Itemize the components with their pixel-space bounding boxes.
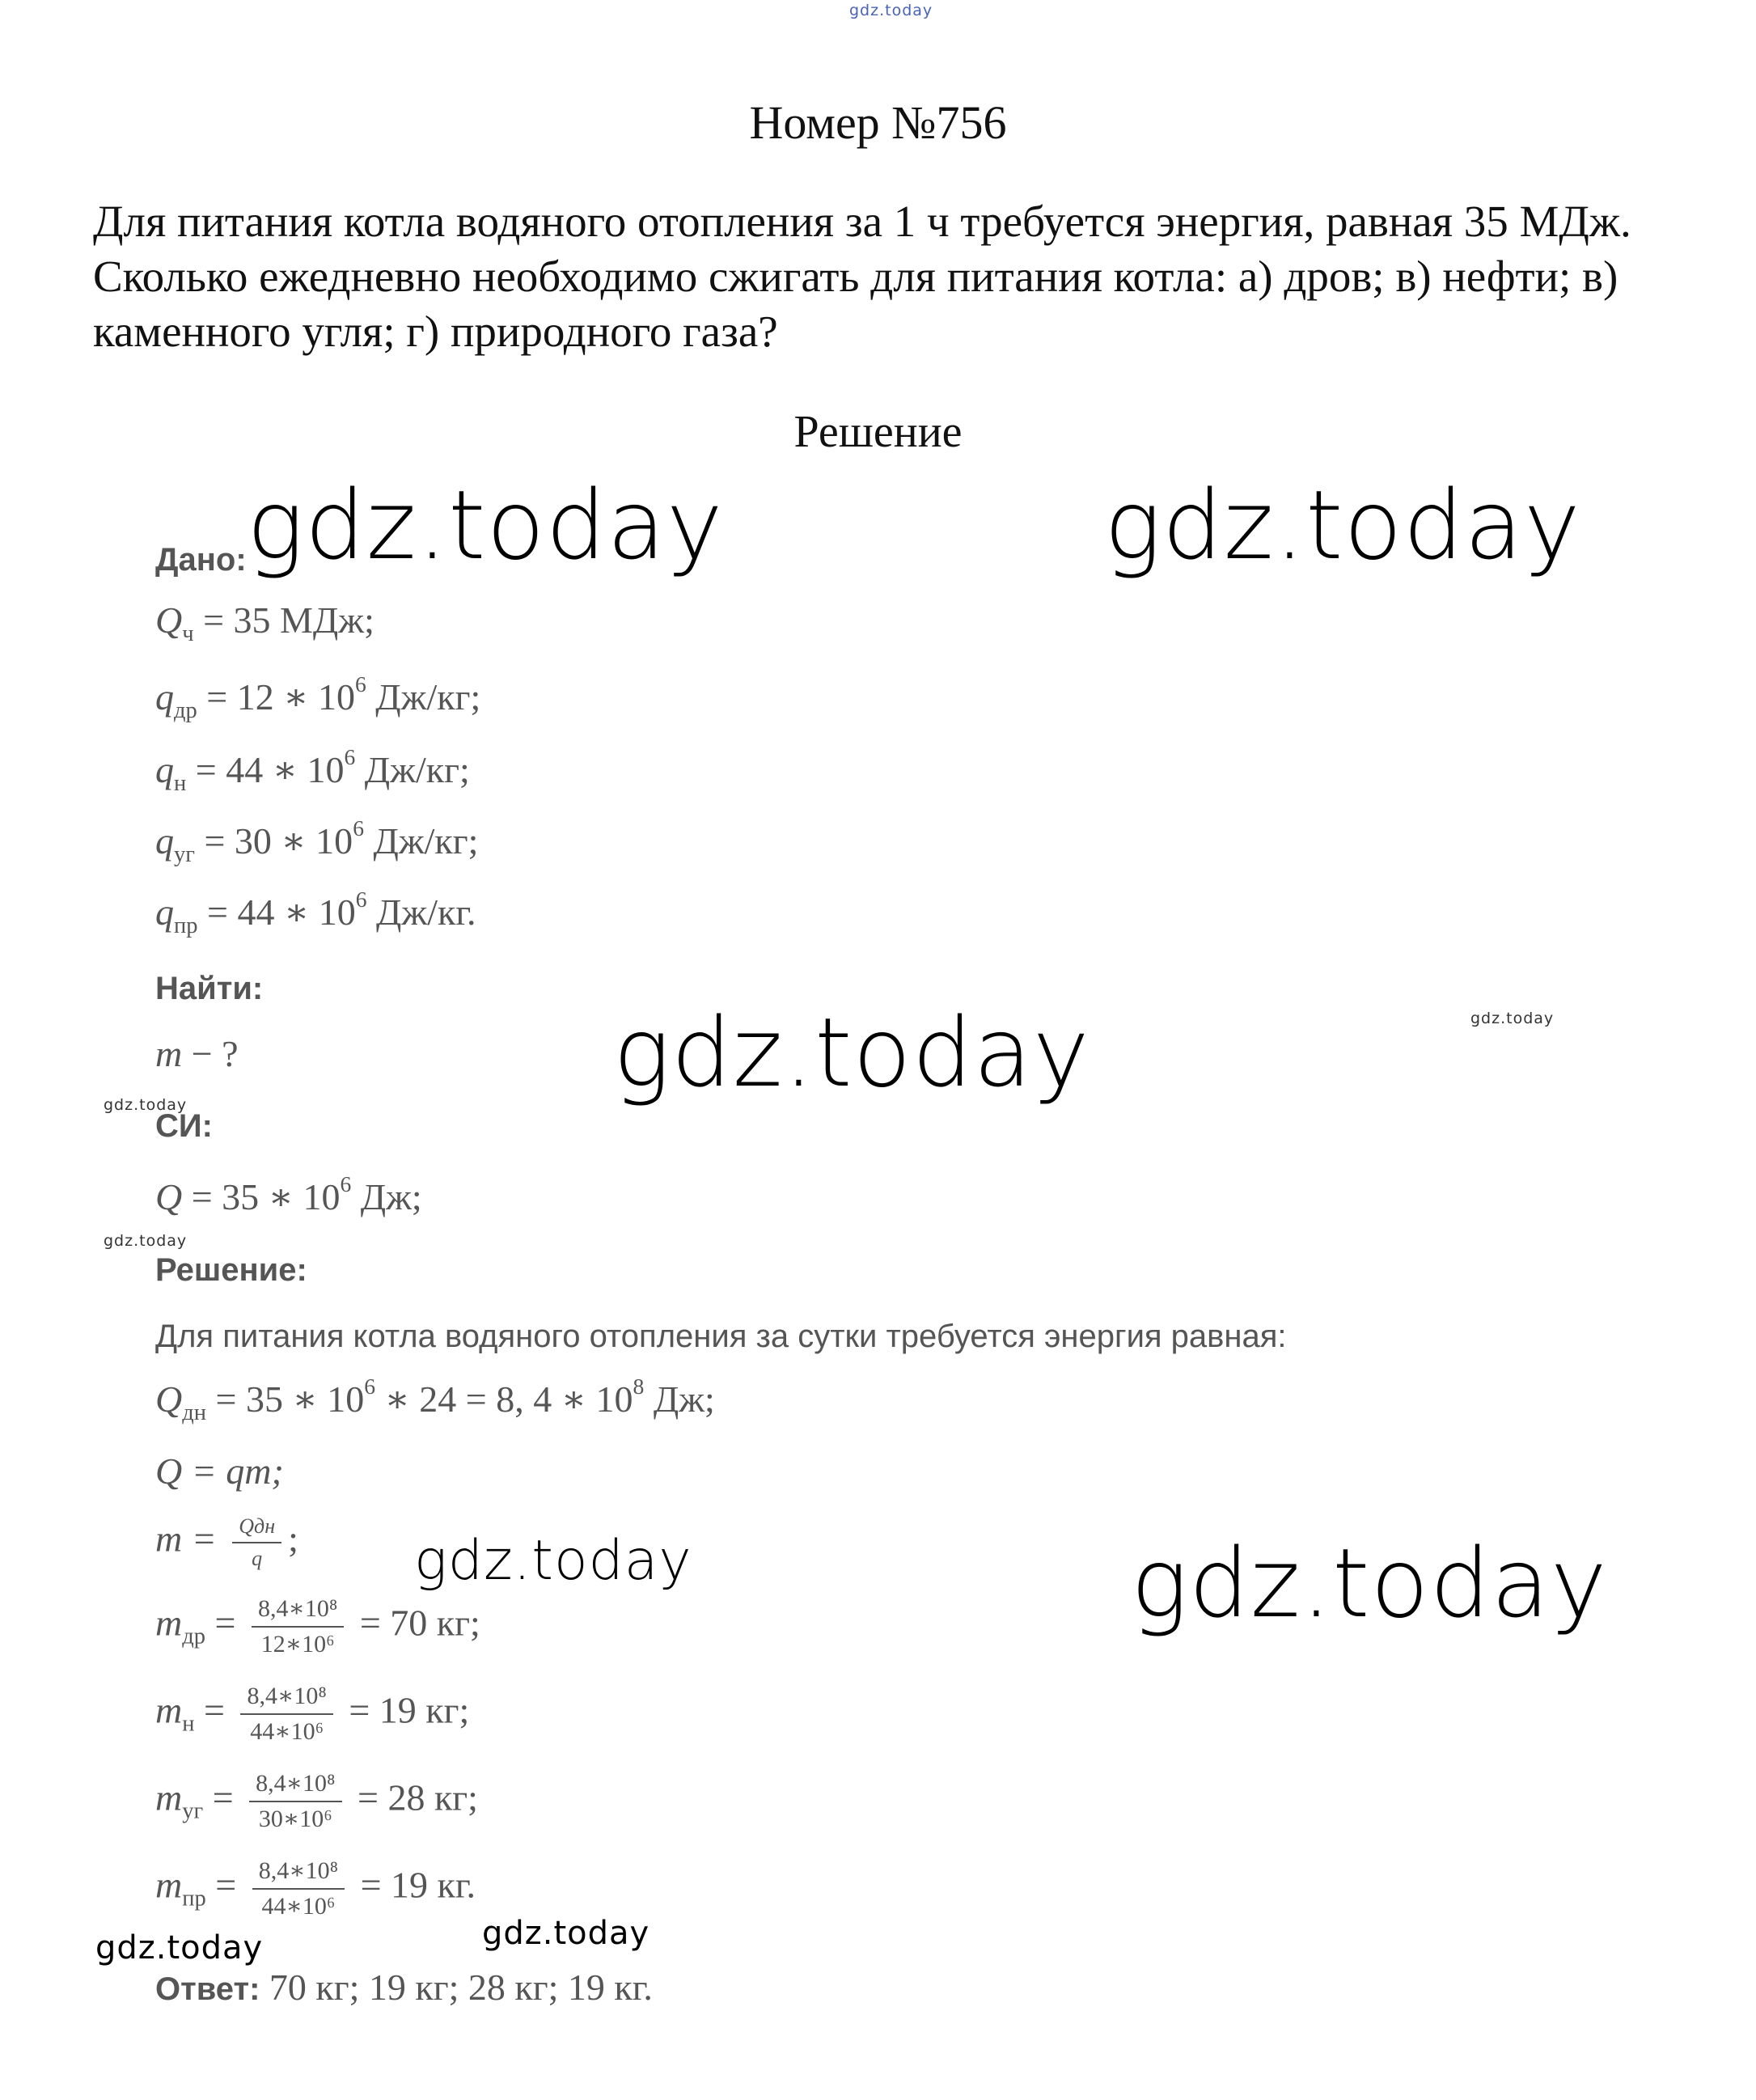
solution-heading: Решение	[793, 407, 963, 457]
watermark: gdz.today	[95, 1929, 264, 1967]
given-q-coal: $q_{уг} = 30$ ∗ $10^6$ Дж/кг;	[155, 815, 479, 868]
step-m-gas: $m_{пр}$ = $\frac{\text{8,4∗10⁸}}{\text{44∗10⁶}}$ = 19 кг.	[155, 1857, 476, 1920]
given-label: Дано:	[155, 542, 247, 578]
step-m-oil: $m_н$ = $\frac{\text{8,4∗10⁸}}{\text{44∗10⁶}}$ = 19 кг;	[155, 1683, 470, 1745]
si-q: Q = 35 ∗ $10^6$ Дж;	[155, 1171, 422, 1218]
given-q-gas: $q_{пр} = 44$ ∗ $10^6$ Дж/кг.	[155, 887, 476, 939]
watermark: gdz.today	[1104, 469, 1581, 581]
given-q-oil: $q_н = 44$ ∗ $10^6$ Дж/кг;	[155, 744, 470, 797]
watermark-small: gdz.today	[104, 1232, 188, 1250]
watermark: gdz.today	[482, 1915, 650, 1952]
watermark-small: gdz.today	[104, 1096, 188, 1114]
watermark: gdz.today	[613, 997, 1090, 1108]
given-q-firewood: $q_{др} = 12$ ∗ $10^6$ Дж/кг;	[155, 671, 481, 724]
si-label: СИ:	[155, 1108, 213, 1144]
step-m-coal: $m_{уг}$ = $\frac{\text{8,4∗10⁸}}{\text{30∗10⁶}}$ = 28 кг;	[155, 1770, 478, 1832]
step-q-day: $Q_{дн} = 35$ ∗ $10^6$ ∗ 24 = 8, 4 ∗ $10^8$ Дж;	[155, 1374, 715, 1426]
watermark-top: gdz.today	[849, 2, 933, 19]
solution-explanation: Для питания котла водяного отопления за сутки требуется энергия равная:	[155, 1319, 1287, 1354]
find-label: Найти:	[155, 971, 264, 1006]
step-m-firewood: $m_{др}$ = $\frac{\text{8,4∗10⁸}}{\text{12∗10⁶}}$ = 70 кг;	[155, 1595, 480, 1658]
watermark: gdz.today	[414, 1529, 692, 1593]
watermark: gdz.today	[247, 469, 724, 581]
problem-statement: Для питания котла водяного отопления за 1 ч требуется энергия, равная 35 МДж. Сколько ежедневно необходимо сжигать для питания котла: а) дров; в) нефти; в) каменного угля; г) природного газа?	[93, 197, 1631, 356]
watermark: gdz.today	[1131, 1527, 1608, 1639]
answer-line: Ответ: 70 кг; 19 кг; 28 кг; 19 кг.	[155, 1967, 653, 2008]
page-title: Номер №756	[749, 96, 1007, 149]
step-m-formula: m = $\frac{\text{Qдн}}{q}$ ;	[155, 1514, 298, 1570]
solution-label: Решение:	[155, 1252, 307, 1288]
given-q-hour: $Q_ч = 35$ МДж;	[155, 599, 374, 646]
watermark-small: gdz.today	[1470, 1010, 1555, 1027]
find-m: m − ?	[155, 1033, 239, 1074]
step-formula: Q = qm;	[155, 1450, 284, 1492]
